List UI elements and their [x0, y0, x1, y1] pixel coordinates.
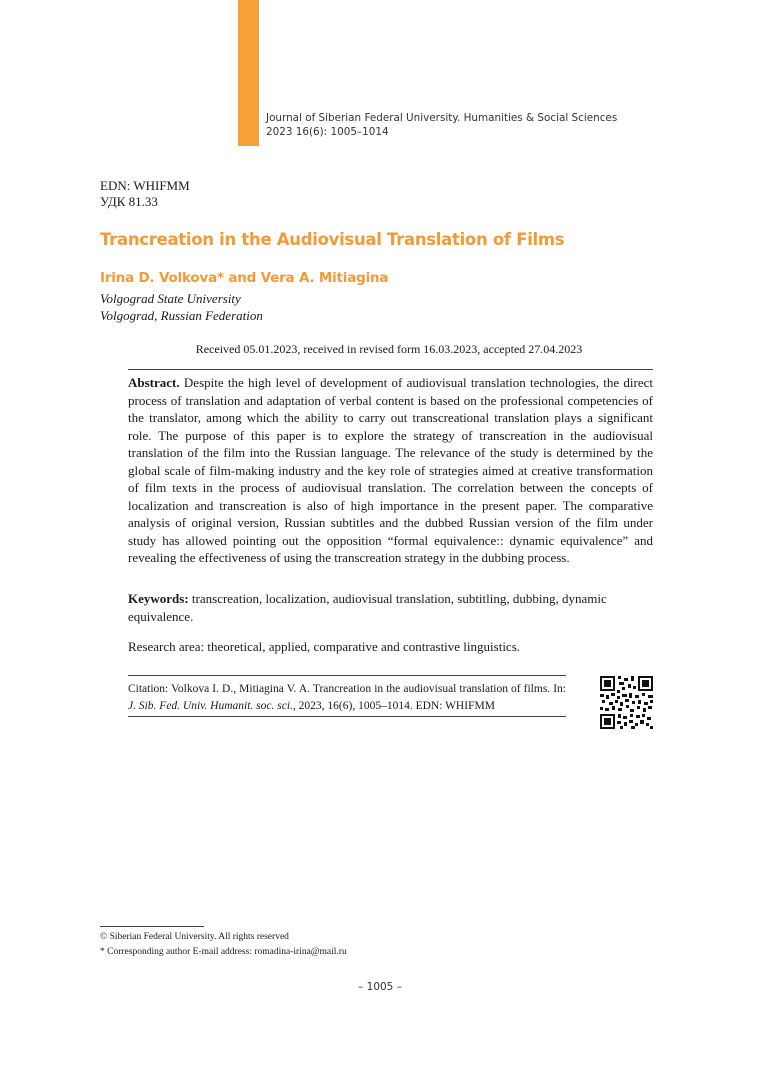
keywords-block	[128, 590, 653, 625]
citation-prefix: Citation: Volkova I. D., Mitiagina V. A. Trancreation in the audiovisual translation of films. In:	[128, 683, 566, 695]
affiliation-university: Volgograd State University	[100, 291, 241, 306]
research-area: Research area: theoretical, applied, comparative and contrastive linguistics.	[128, 639, 521, 654]
journal-issue: 2023 16(6): 1005–1014	[266, 125, 389, 138]
journal-header	[266, 112, 617, 139]
abstract-text: Despite the high level of development of audiovisual translation technologies, the direct process of translation and adaptation of verbal content is based on the professional competencies of the translator, among which the ability to carry out transcreational translation plays a significant role. The purpose of this paper is to explore the strategy of transcreation in the audiovisual translation of the film into the Russian language. The relevance of the study is determined by the global scale of film-making industry and the key role of strategies aimed at creative transformation of film texts in the process of audiovisual translation. The correlation between the concepts of localization and transcreation is also of high importance in the present paper. The comparative analysis of original version, Russian subtitles and the dubbed Russian version of the film under study has allowed pointing out the opposition “formal equivalence:: dynamic equivalence” and revealing the effectiveness of using the transcreation strategy in the dubbing process.	[128, 375, 653, 565]
footnote-divider	[100, 926, 204, 927]
corresponding-author-note: * Corresponding author E-mail address: romadina-irina@mail.ru	[100, 947, 347, 957]
edn-code: EDN: WHIFMM	[100, 178, 190, 193]
qr-code[interactable]	[600, 676, 653, 729]
keywords-label: Keywords:	[128, 591, 189, 606]
page-number: – 1005 –	[358, 981, 402, 993]
author-affiliation	[100, 290, 263, 324]
header-accent-bar	[238, 0, 259, 146]
journal-name: Journal of Siberian Federal University. Humanities & Social Sciences	[266, 112, 618, 124]
received-dates: Received 05.01.2023, received in revised form 16.03.2023, accepted 27.04.2023	[195, 342, 583, 356]
footnotes	[100, 930, 347, 960]
udk-code: УДК 81.33	[100, 194, 158, 209]
citation-journal: J. Sib. Fed. Univ. Humanit. soc. sci.	[128, 699, 293, 712]
article-authors: Irina D. Volkova* and Vera A. Mitiagina	[100, 270, 389, 286]
copyright-note: © Siberian Federal University. All rights reserved	[100, 932, 289, 942]
citation-top-rule	[128, 675, 566, 676]
keywords-text: transcreation, localization, audiovisual translation, subtitling, dubbing, dynamic equivalence.	[128, 591, 607, 624]
citation-block	[128, 681, 566, 714]
abstract-label: Abstract.	[128, 375, 180, 390]
affiliation-location: Volgograd, Russian Federation	[100, 308, 263, 323]
article-title: Trancreation in the Audiovisual Translation of Films	[100, 230, 565, 249]
abstract-top-rule	[128, 369, 653, 370]
citation-suffix: , 2023, 16(6), 1005–1014. EDN: WHIFMM	[292, 699, 495, 712]
citation-bottom-rule	[128, 716, 566, 717]
article-identifiers	[100, 178, 190, 210]
abstract-block	[128, 374, 653, 567]
